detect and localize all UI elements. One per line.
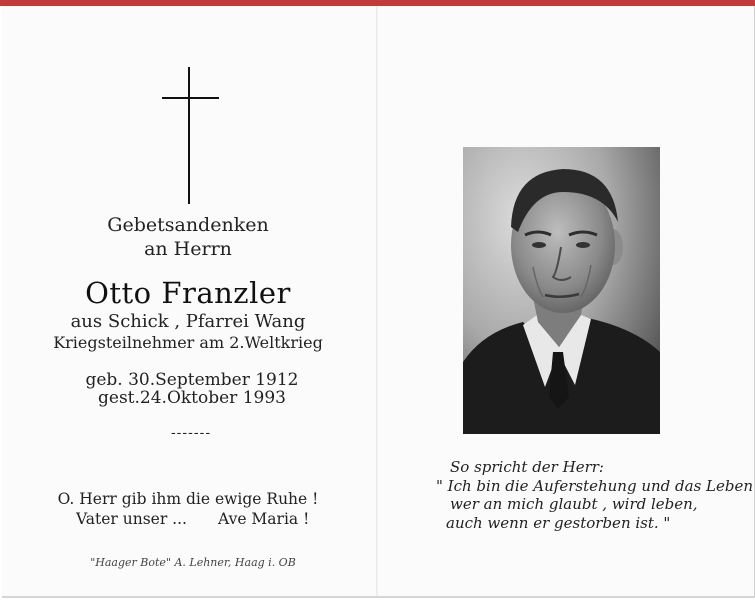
scripture-quote [430,458,754,532]
prayer-line-1: O. Herr gib ihm die ewige Ruhe ! [57,490,319,508]
quote-line-2: " Ich bin die Auferstehung und das Leben [436,476,754,495]
birth-date: geb. 30.September 1912 [85,370,299,390]
portrait-photo [463,147,660,434]
cross-icon-bar [162,97,219,99]
quote-line-3: wer an mich glaubt , wird leben, [450,495,698,513]
divider: ------- [170,425,212,441]
quote-line-4: auch wenn er gestorben ist. " [446,513,671,532]
cross-icon [188,67,190,204]
heading-line-1: Gebetsandenken [107,214,269,236]
printer-imprint: "Haager Bote" A. Lehner, Haag i. OB [90,556,296,569]
quote-line-1: So spricht der Herr: [450,458,604,476]
card-fold [376,6,378,596]
deceased-name: Otto Franzler [85,276,291,310]
place-line: aus Schick , Pfarrei Wang [70,311,306,332]
death-date: gest.24.Oktober 1993 [98,388,286,408]
prayer-ave-maria: Ave Maria ! [218,510,310,528]
prayer-vater-unser: Vater unser ... [76,510,187,528]
heading-line-2: an Herrn [144,238,232,260]
veteran-note: Kriegsteilnehmer am 2.Weltkrieg [53,333,323,352]
left-panel [0,0,376,601]
